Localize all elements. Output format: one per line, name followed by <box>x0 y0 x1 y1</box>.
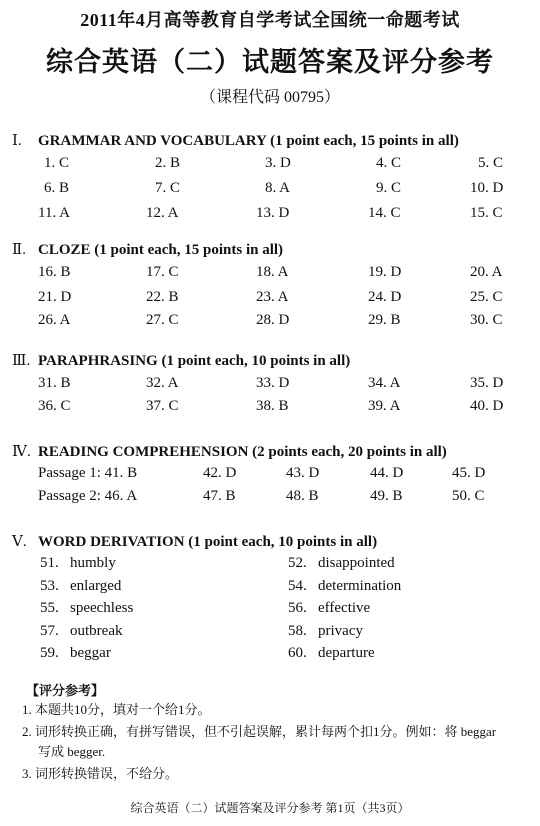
answer-item: 3. D <box>265 155 291 171</box>
answer-row <box>0 205 540 227</box>
answer-item: 30. C <box>470 312 503 328</box>
answer-row <box>0 180 540 202</box>
answer-item: 44. D <box>370 465 404 481</box>
course-code: （课程代码 00795） <box>199 89 340 106</box>
answer-item: 16. B <box>38 264 71 280</box>
answer-item: 20. A <box>470 264 503 280</box>
section-2-numeral: Ⅱ. <box>12 242 26 258</box>
answer-item: 26. A <box>38 312 71 328</box>
answer-item: 45. D <box>452 465 486 481</box>
answer-row <box>0 398 540 420</box>
answer-item: 36. C <box>38 398 71 414</box>
answer-item: 10. D <box>470 180 504 196</box>
answer-item: 13. D <box>256 205 290 221</box>
answer-item: 5. C <box>478 155 504 171</box>
answer-item: 23. A <box>256 289 289 305</box>
section-4-title: READING COMPREHENSION (2 points each, 20 points in all) <box>38 444 447 460</box>
derivation-item: 56. effective <box>288 600 371 616</box>
answer-row <box>0 264 540 286</box>
answer-item: 8. A <box>265 180 291 196</box>
derivation-item: 52. disappointed <box>288 555 395 571</box>
answer-row <box>0 488 540 510</box>
section-1-heading <box>12 131 459 150</box>
section-4-numeral: Ⅳ. <box>12 444 31 460</box>
answer-item: 37. C <box>146 398 179 414</box>
answer-item: 25. C <box>470 289 503 305</box>
derivation-item: 59. beggar <box>40 645 111 661</box>
answer-item: 21. D <box>38 289 72 305</box>
answer-item: 15. C <box>470 205 503 221</box>
answer-item: 43. D <box>286 465 320 481</box>
answer-item: 2. B <box>155 155 181 171</box>
grading-note: 1. 本题共10分，填对一个给1分。 <box>22 702 211 717</box>
derivation-item: 57. outbreak <box>40 623 123 639</box>
answer-item: 28. D <box>256 312 290 328</box>
section-1-title: GRAMMAR AND VOCABULARY (1 point each, 15 points in all) <box>38 133 459 149</box>
derivation-item: 53. enlarged <box>40 578 122 594</box>
answer-item: 11. A <box>38 205 70 221</box>
derivation-item: 51. humbly <box>40 555 116 571</box>
answer-item: 24. D <box>368 289 402 305</box>
answer-item: 22. B <box>146 289 179 305</box>
answer-item: 4. C <box>376 155 402 171</box>
derivation-item: 54. determination <box>288 578 402 594</box>
section-3-heading <box>12 351 350 370</box>
answer-row <box>0 465 540 487</box>
answer-item: 50. C <box>452 488 485 504</box>
answer-item: 19. D <box>368 264 402 280</box>
answer-row <box>0 312 540 334</box>
section-3-title: PARAPHRASING (1 point each, 10 points in all) <box>38 353 351 369</box>
answer-item: Passage 1: 41. B <box>38 465 138 481</box>
answer-item: 6. B <box>44 180 70 196</box>
page-footer: 综合英语（二）试题答案及评分参考 第1页（共3页） <box>130 801 410 815</box>
answer-item: 18. A <box>256 264 289 280</box>
grading-note: 3. 词形转换错误，不给分。 <box>22 766 179 781</box>
derivation-item: 60. departure <box>288 645 375 661</box>
answer-item: 48. B <box>286 488 319 504</box>
section-4-heading <box>12 442 447 461</box>
section-5-numeral: Ⅴ. <box>12 534 27 550</box>
answer-item: 42. D <box>203 465 237 481</box>
answer-item: 9. C <box>376 180 402 196</box>
answer-item: 14. C <box>368 205 401 221</box>
answer-item: 1. C <box>44 155 70 171</box>
answer-item: 35. D <box>470 375 504 391</box>
section-2-heading <box>12 240 283 259</box>
section-2-title: CLOZE (1 point each, 15 points in all) <box>38 242 284 258</box>
answer-row <box>0 289 540 311</box>
derivation-item: 55. speechless <box>40 600 134 616</box>
answer-item: 17. C <box>146 264 179 280</box>
section-5-heading <box>12 532 377 551</box>
exam-header: 2011年4月高等教育自学考试全国统一命题考试 <box>80 10 460 30</box>
section-3-numeral: Ⅲ. <box>12 353 31 369</box>
answer-item: 38. B <box>256 398 289 414</box>
derivation-item: 58. privacy <box>288 623 363 639</box>
answer-item: 40. D <box>470 398 504 414</box>
answer-row <box>0 155 540 177</box>
section-1-numeral: Ⅰ. <box>12 133 22 149</box>
page-title: 综合英语（二）试题答案及评分参考 <box>46 47 494 77</box>
answer-item: 47. B <box>203 488 236 504</box>
grading-heading: 【评分参考】 <box>26 683 105 698</box>
answer-item: 31. B <box>38 375 71 391</box>
grading-note: 写成 begger. <box>38 744 106 759</box>
answer-item: 49. B <box>370 488 403 504</box>
answer-item: 33. D <box>256 375 290 391</box>
answer-item: 27. C <box>146 312 179 328</box>
answer-item: 32. A <box>146 375 179 391</box>
answer-row <box>0 375 540 397</box>
answer-item: 34. A <box>368 375 401 391</box>
grading-note: 2. 词形转换正确，有拼写错误，但不引起误解，累计每两个扣1分。例如：将 beggar <box>22 724 497 739</box>
section-5-title: WORD DERIVATION (1 point each, 10 points in all) <box>38 534 378 550</box>
answer-item: 7. C <box>155 180 181 196</box>
answer-item: 29. B <box>368 312 401 328</box>
answer-item: Passage 2: 46. A <box>38 488 138 504</box>
answer-item: 12. A <box>146 205 179 221</box>
answer-item: 39. A <box>368 398 401 414</box>
